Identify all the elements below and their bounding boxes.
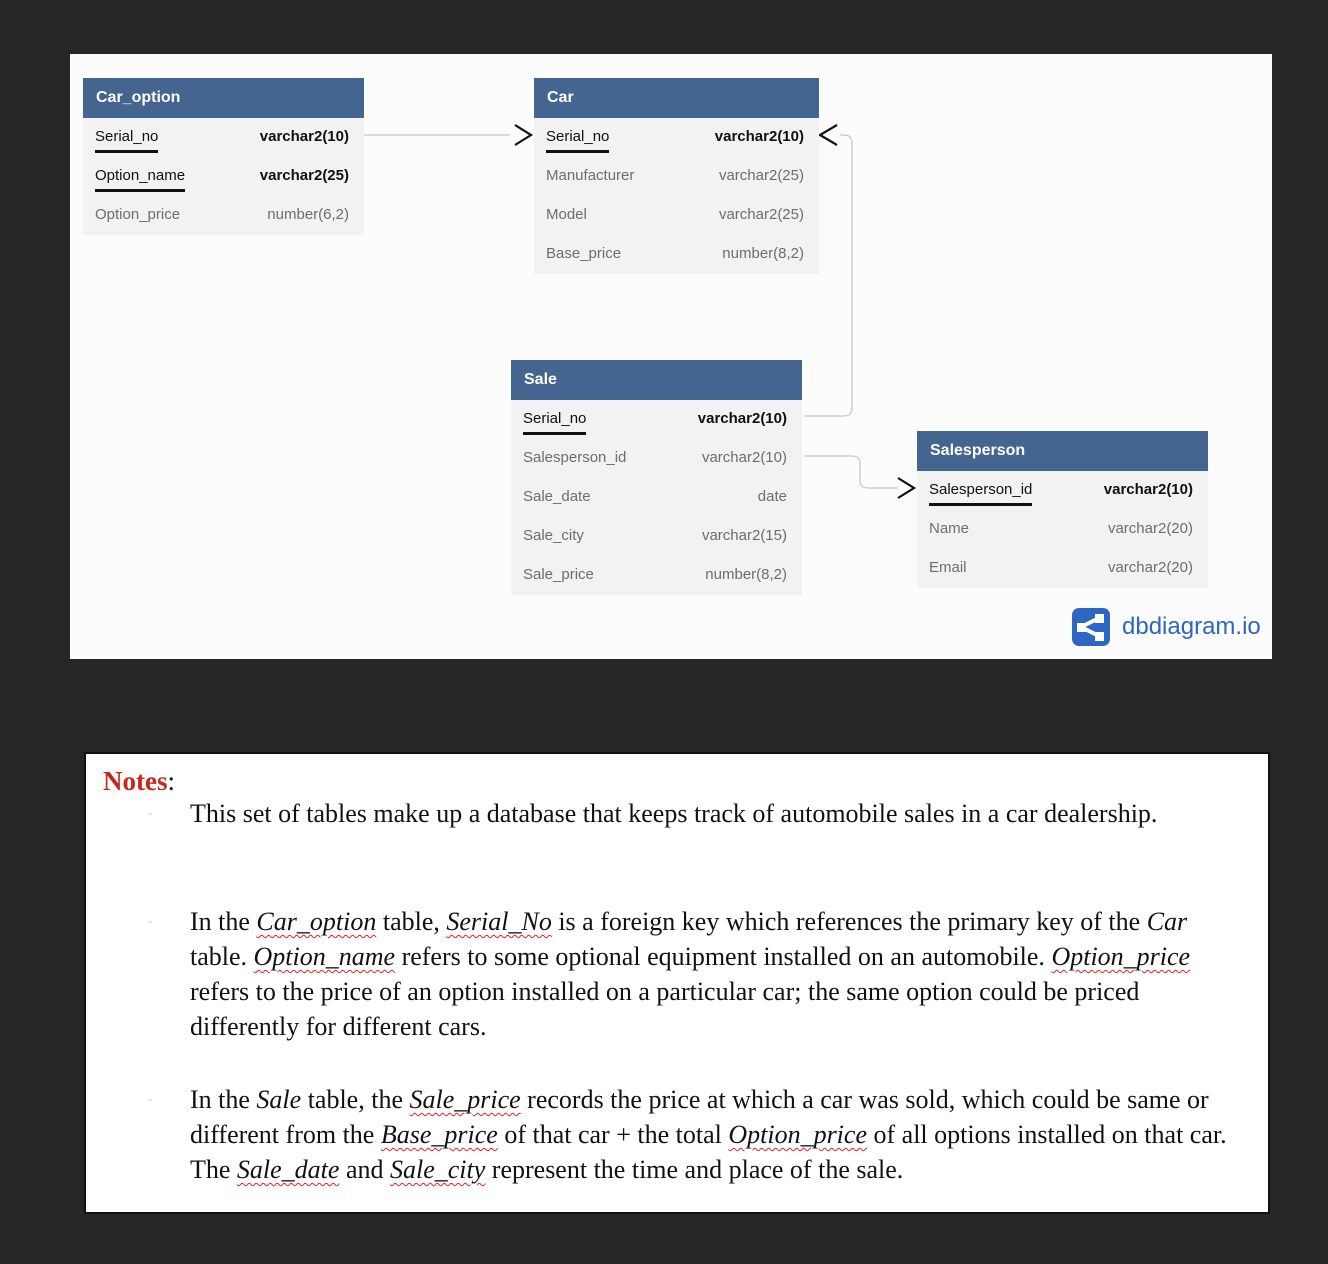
field-name: Serial_no — [523, 410, 586, 435]
text: records the price at which a car was sold, which could be same or different from the — [190, 1085, 1209, 1149]
table-header[interactable]: Car_option — [83, 78, 364, 118]
field-type: varchar2(25) — [718, 167, 804, 184]
text: table, the — [301, 1085, 410, 1114]
field-name: Base_price — [546, 245, 622, 262]
rel-caroption-car-crowfoot — [515, 125, 531, 145]
field-type: number(8,2) — [722, 245, 804, 262]
notes-label: Notes — [103, 766, 168, 796]
table-header[interactable]: Sale — [511, 360, 802, 400]
field-name: Email — [929, 559, 967, 576]
notes-paragraph-3 — [190, 1082, 1250, 1187]
text: In the — [190, 907, 257, 936]
notes-paragraph-1: This set of tables make up a database that keeps track of automobile sales in a car dealership. — [190, 799, 1158, 828]
field-row[interactable] — [511, 478, 802, 517]
field-type: date — [757, 488, 787, 505]
bullet-marker: - — [148, 1092, 153, 1107]
table-salesperson[interactable] — [917, 431, 1208, 588]
notes-paragraph-2 — [190, 904, 1250, 1044]
field-type: number(6,2) — [267, 206, 349, 223]
field-row[interactable] — [511, 400, 802, 439]
field-row[interactable] — [511, 517, 802, 556]
field-row[interactable] — [83, 118, 364, 157]
field-name: Serial_no — [546, 128, 609, 153]
field-name: Salesperson_id — [929, 481, 1032, 506]
rel-sale-salesperson-line — [804, 456, 898, 488]
bullet-marker: - — [148, 914, 153, 929]
term: Sale — [256, 1085, 302, 1114]
text: and — [339, 1155, 390, 1184]
term: Car_option — [256, 907, 377, 936]
field-name: Salesperson_id — [523, 449, 627, 466]
field-type: varchar2(10) — [701, 449, 787, 466]
field-name: Option_name — [95, 167, 185, 192]
field-row[interactable] — [917, 471, 1208, 510]
field-name: Serial_no — [95, 128, 158, 153]
table-sale[interactable] — [511, 360, 802, 595]
field-row[interactable] — [83, 196, 364, 235]
field-type: varchar2(25) — [718, 206, 804, 223]
term: Sale_city — [390, 1155, 486, 1184]
text: represent the time and place of the sale. — [485, 1155, 904, 1184]
table-car-option[interactable] — [83, 78, 364, 235]
term: Option_price — [1051, 942, 1191, 971]
text: In the — [190, 1085, 257, 1114]
field-name: Sale_price — [523, 566, 594, 583]
table-car[interactable] — [534, 78, 819, 274]
field-row[interactable] — [917, 510, 1208, 549]
term: Sale_date — [236, 1155, 340, 1184]
field-row[interactable] — [511, 439, 802, 478]
bullet-marker: - — [148, 806, 153, 821]
brand-name: dbdiagram.io — [1122, 613, 1261, 640]
notes-colon: : — [167, 766, 175, 796]
text: is a foreign key which references the primary key of the — [551, 907, 1147, 936]
term: Option_price — [728, 1120, 867, 1149]
field-row[interactable] — [917, 549, 1208, 588]
notes-box — [84, 752, 1270, 1214]
field-type: varchar2(15) — [701, 527, 787, 544]
field-row[interactable] — [534, 157, 819, 196]
field-type: varchar2(10) — [697, 410, 787, 427]
text: of all options installed on that car. The — [190, 1120, 1227, 1184]
text: refers to the price of an option installed on a particular car; the same option could be priced differently for different cars. — [190, 977, 1140, 1041]
field-name: Name — [929, 520, 970, 537]
field-type: number(8,2) — [705, 566, 787, 583]
diagram-canvas — [70, 54, 1272, 659]
field-row[interactable] — [534, 196, 819, 235]
field-row[interactable] — [534, 235, 819, 274]
term: Serial_No — [446, 907, 552, 936]
rel-sale-salesperson-crowfoot — [898, 478, 914, 498]
field-name: Sale_city — [523, 527, 584, 544]
text: table, — [376, 907, 447, 936]
brand-logo[interactable] — [1072, 608, 1261, 646]
field-name: Manufacturer — [546, 167, 635, 184]
text: refers to some optional equipment installed on an automobile. — [395, 942, 1052, 971]
field-type: varchar2(25) — [259, 167, 349, 184]
rel-sale-car-crowfoot — [820, 125, 837, 145]
table-header[interactable]: Car — [534, 78, 819, 118]
field-row[interactable] — [511, 556, 802, 595]
field-row[interactable] — [534, 118, 819, 157]
text: table. — [190, 942, 254, 971]
field-type: varchar2(10) — [1103, 481, 1193, 498]
field-name: Model — [546, 206, 587, 223]
term: Base_price — [380, 1120, 498, 1149]
field-name: Sale_date — [523, 488, 591, 505]
field-type: varchar2(10) — [714, 128, 804, 145]
field-type: varchar2(20) — [1107, 559, 1193, 576]
field-type: varchar2(10) — [259, 128, 349, 145]
term: Sale_price — [409, 1085, 521, 1114]
term: Option_name — [253, 942, 396, 971]
notes-title — [103, 766, 175, 797]
text: of that car + the total — [497, 1120, 729, 1149]
term: Car — [1146, 907, 1188, 936]
field-name: Option_price — [95, 206, 181, 223]
field-row[interactable] — [83, 157, 364, 196]
table-header[interactable]: Salesperson — [917, 431, 1208, 471]
field-type: varchar2(20) — [1107, 520, 1193, 537]
dbdiagram-logo-icon — [1072, 608, 1110, 646]
